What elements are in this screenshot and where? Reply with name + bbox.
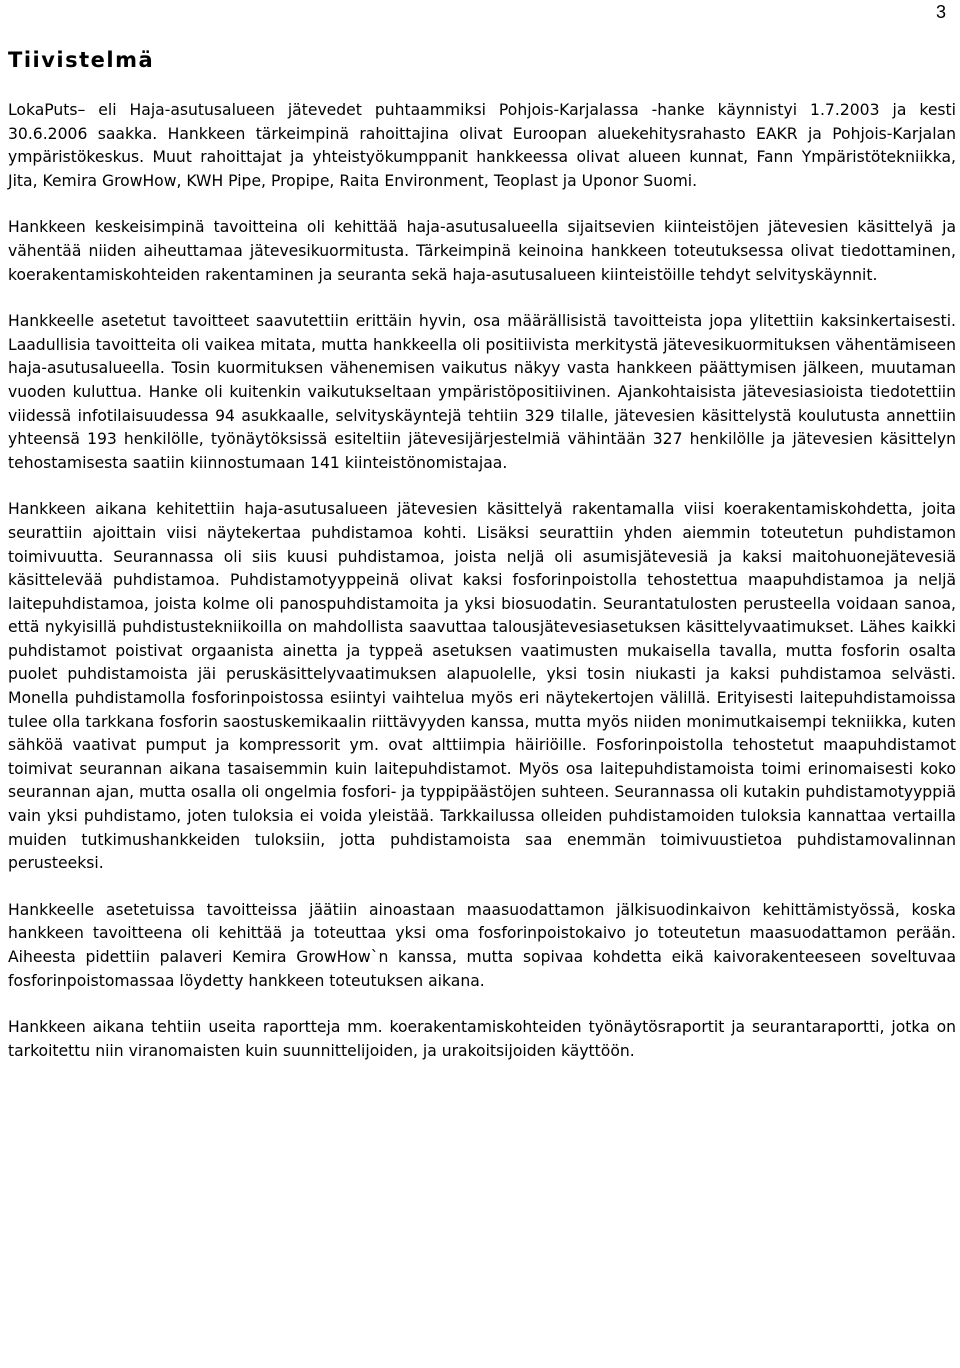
summary-paragraph-2: Hankkeen keskeisimpinä tavoitteina oli kehittää haja-asutusalueella sijaitsevien kiinteistöjen jätevesien käsittelyä ja vähentää niiden aiheuttamaa jätevesikuormitusta. Tärkeimpinä keinoina hankkeen toteutuksessa olivat tiedottaminen, koerakentamiskohteiden rakentaminen ja seuranta sekä haja-asutusalueen kiinteistöille tehdyt selvityskäynnit. xyxy=(8,218,956,284)
summary-paragraph-1: LokaPuts– eli Haja-asutusalueen jätevedet puhtaammiksi Pohjois-Karjalassa -hanke käynnistyi 1.7.2003 ja kesti 30.6.2006 saakka. Hankkeen tärkeimpinä rahoittajina olivat Euroopan aluekehitysrahasto EAKR ja Pohjois-Karjalan ympäristökeskus. Muut rahoittajat ja yhteistyökumppanit hankkeessa olivat alueen kunnat, Fann Ympäristötekniikka, Jita, Kemira GrowHow, KWH Pipe, Propipe, Raita Environment, Teoplast ja Uponor Suomi. xyxy=(8,101,956,190)
summary-paragraph-4: Hankkeen aikana kehitettiin haja-asutusalueen jätevesien käsittelyä rakentamalla viisi koerakentamiskohdetta, joita seurattiin ajoittain viisi näytekertaa puhdistamoa kohti. Lisäksi seurattiin yhden aiemmin toteutetun puhdistamon toimivuutta. Seurannassa oli siis kuusi puhdistamoa, joista neljä oli asumisjätevesiä ja kaksi maitohuonejätevesiä käsittelevää puhdistamoa. Puhdistamotyyppeinä olivat kaksi fosforinpoistolla tehostettua maapuhdistamoa ja neljä laitepuhdistamoa, joista kolme oli panospuhdistamoita ja yksi biosuodatin. Seurantatulosten perusteella voidaan sanoa, että nykyisillä puhdistustekniikoilla on mahdollista saavuttaa talousjätevesiasetuksen käsittelyvaatimukset. Lähes kaikki puhdistamot poistivat orgaanista ainetta ja typpeä asetuksen vaatimusten mukaisella tavalla, mutta fosforin osalta puolet puhdistamoista jäi peruskäsittelyvaatimuksen alapuolelle, yksi tosin niukasti ja kaksi puhdistamoa selvästi. Monella puhdistamolla fosforinpoistossa esiintyi vaihtelua myös eri näytekertojen välillä. Erityisesti laitepuhdistamoissa tulee olla tarkkana fosforin saostuskemikaalin riittävyyden kanssa, mutta myös niiden monimutkaisempi tekniikka, kuten sähköä vaativat pumput ja kompressorit ym. ovat alttiimpia häiriöille. Fosforinpoistolla tehostetut maapuhdistamot toimivat seurannan aikana tasaisemmin kuin laitepuhdistamot. Myös osa laitepuhdistamoista toimi erinomaisesti koko seurannan ajan, mutta osalla oli ongelmia fosfori- ja typpipäästöjen suhteen. Seurannassa oli kutakin puhdistamotyyppiä vain yksi puhdistamo, joten tuloksia ei voida yleistää. Tarkkailussa olleiden puhdistamoiden tuloksia kannattaa vertailla muiden tutkimushankkeiden tuloksiin, jotta puhdistamoista saa enemmän toimivuustietoa puhdistamovalinnan perusteeksi. xyxy=(8,500,956,873)
summary-paragraph-6: Hankkeen aikana tehtiin useita raportteja mm. koerakentamiskohteiden työnäytösraportit ja seurantaraportti, jotka on tarkoitettu niin viranomaisten kuin suunnittelijoiden, ja urakoitsijoiden käyttöön. xyxy=(8,1018,956,1060)
summary-paragraph-3: Hankkeelle asetetut tavoitteet saavutettiin erittäin hyvin, osa määrällisistä tavoitteista jopa ylitettiin kaksinkertaisesti. Laadullisia tavoitteita oli vaikea mitata, mutta hankkeella oli positiivista merkitystä jätevesikuormituksen vähentämiseen haja-asutusalueella. Tosin kuormituksen vähenemisen vaikutus näkyy vasta hankkeen päättymisen jälkeen, muutaman vuoden kuluttua. Hanke oli kuitenkin vaikutukseltaan ympäristöpositiivinen. Ajankohtaisista jätevesiasioista tiedotettiin viidessä infotilaisuudessa 94 asukkaalle, selvityskäyntejä tehtiin 329 tilalle, jätevesien käsittelystä koulutusta annettiin yhteensä 193 henkilölle, työnäytöksissä esiteltiin jätevesijärjestelmiä vähintään 327 henkilölle ja jätevesien käsittelyn tehostamisesta saatiin kiinnostumaan 141 kiinteistönomistajaa. xyxy=(8,312,956,472)
summary-paragraph-5: Hankkeelle asetetuissa tavoitteissa jäätiin ainoastaan maasuodattamon jälkisuodinkaivon kehittämistyössä, koska hankkeen tavoitteena oli kehittää ja toteuttaa yksi oma fosforinpoistokaivo jo toteutetun maasuodattamon perään. Aiheesta pidettiin palaveri Kemira GrowHow`n kanssa, mutta sopivaa kohdetta eikä kaivorakenteeseen soveltuvaa fosforinpoistomassaa löydetty hankkeen toteutuksen aikana. xyxy=(8,900,956,990)
summary-heading: Tiivistelmä xyxy=(8,48,155,72)
page-number: 3 xyxy=(935,2,946,22)
summary-section xyxy=(8,44,956,1063)
